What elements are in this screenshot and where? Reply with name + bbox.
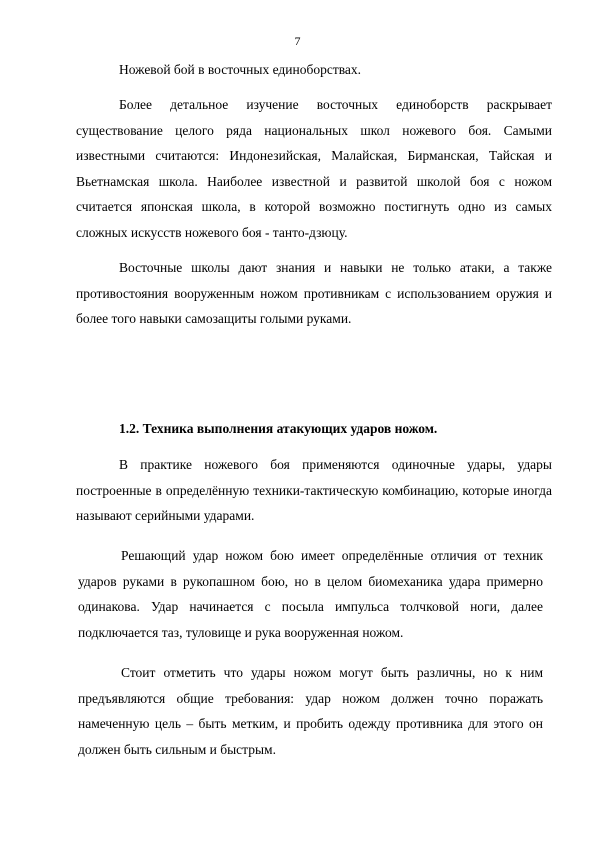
paragraph-decisive-strike: Решающий удар ножом бою имеет определённые отличия от техник ударов руками в рукопашном бою, но в целом биомеханика удара примерно одинакова. Удар начинается с посыла импульса толчковой ноги, далее подключается таз, туловище и рука вооруженная ножом. — [78, 548, 543, 640]
section-heading: 1.2. Техника выполнения атакующих ударов ножом. — [119, 421, 438, 436]
paragraph-schools: Более детальное изучение восточных единоборств раскрывает существование целого ряда национальных школ ножевого боя. Самыми известными считаются: Индонезийская, Малайская, Бирманская, Тайская и Вьетнамская школа. Наиболее известной и развитой школой боя с ножом считается японская школа, в которой возможно постигнуть одно из самых сложных искусств ножевого боя - танто-дзюцу. — [76, 97, 552, 240]
paragraph-strike-types: В практике ножевого боя применяются одиночные удары, удары построенные в определённую техники-тактическую комбинацию, которые иногда называют серийными ударами. — [76, 457, 552, 523]
paragraph-eastern-schools: Восточные школы дают знания и навыки не только атаки, а также противостояния вооруженным ножом противникам с использованием оружия и более того навыки самозащиты голыми руками. — [76, 260, 552, 326]
paragraph-strike-requirements: Стоит отметить что удары ножом могут быть различны, но к ним предъявляются общие требования: удар ножом должен точно поражать намеченную цель – быть метким, и пробить одежду противника для этого он должен быть сильным и быстрым. — [78, 665, 543, 757]
page-number: 7 — [294, 34, 301, 48]
intro-line: Ножевой бой в восточных единоборствах. — [119, 62, 362, 77]
